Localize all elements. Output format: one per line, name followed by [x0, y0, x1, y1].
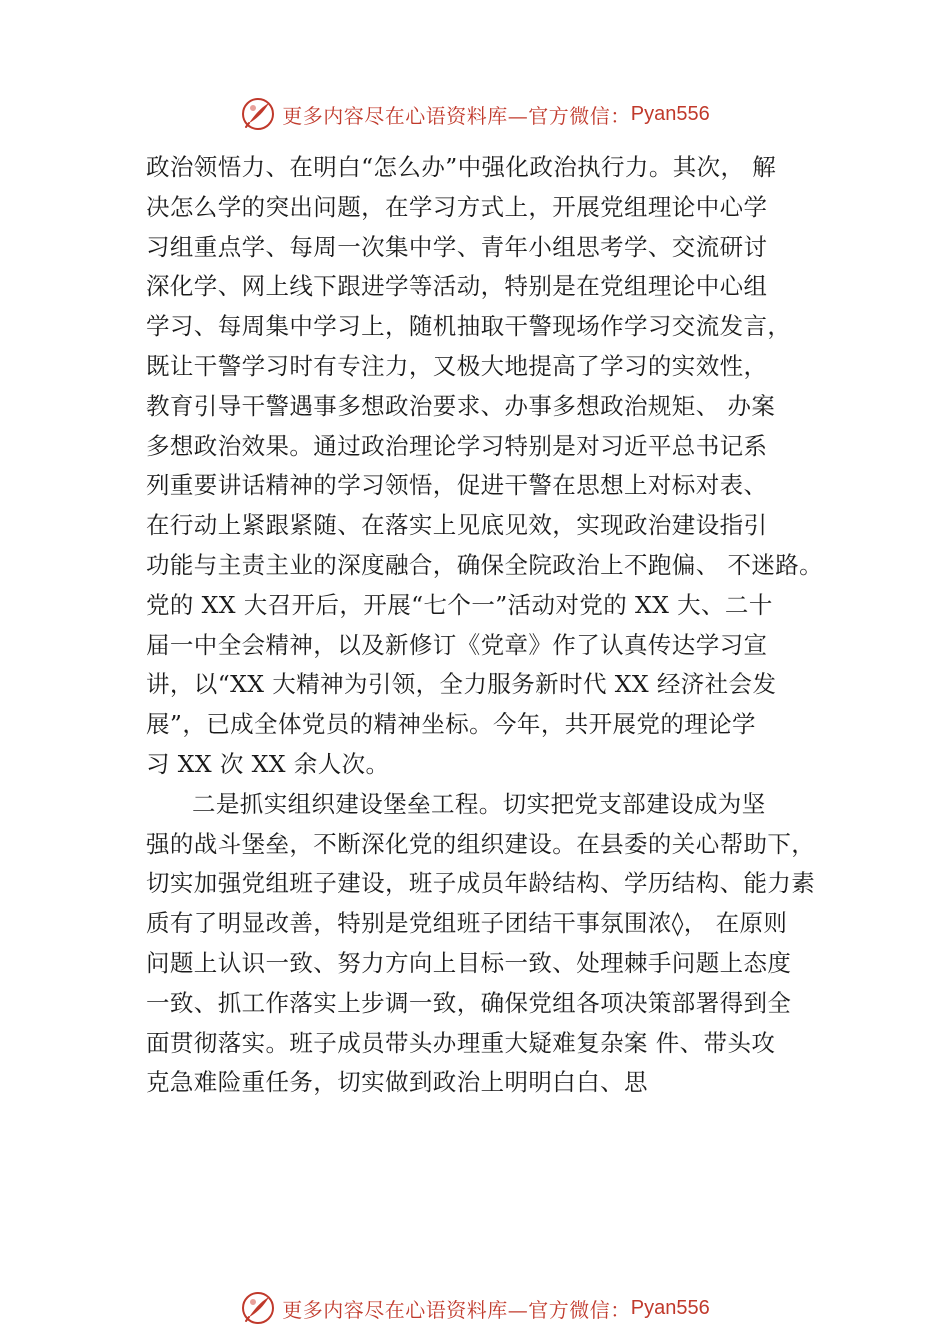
body-line: 深化学、网上线下跟进学等活动，特别是在党组理论中心组 — [146, 272, 768, 301]
body-line: 质有了明显改善，特别是党组班子团结干事氛围浓◊， 在原则 — [146, 909, 788, 938]
quill-logo-icon — [240, 1290, 276, 1326]
body-line: 习 XX 次 XX 余人次。 — [146, 749, 390, 778]
body-line: 在行动上紧跟紧随、在落实上见底见效，实现政治建设指引 — [146, 511, 768, 540]
body-line: 学习、每周集中学习上，随机抽取干警现场作学习交流发言， — [146, 312, 792, 341]
body-line: 教育引导干警遇事多想政治要求、办事多想政治规矩、 办案 — [146, 391, 776, 420]
body-line: 功能与主责主业的深度融合，确保全院政治上不跑偏、 不迷路。 — [146, 550, 824, 579]
body-line: 政治领悟力、在明白“怎么办”中强化政治执行力。其次， 解 — [146, 153, 777, 181]
body-line: 届一中全会精神，以及新修订《党章》作了认真传达学习宣 — [146, 630, 768, 659]
body-line: 面贯彻落实。班子成员带头办理重大疑难复杂案 件、带头攻 — [146, 1028, 776, 1057]
body-line: 讲，以“XX 大精神为引领，全力服务新时代 XX 经济社会发 — [146, 670, 777, 699]
body-line: 列重要讲话精神的学习领悟，促进干警在思想上对标对表、 — [146, 471, 768, 500]
body-line: 强的战斗堡垒，不断深化党的组织建设。在县委的关心帮助下， — [146, 829, 816, 858]
body-line: 展”，已成全体党员的精神坐标。今年，共开展党的理论学 — [146, 710, 756, 739]
paragraph-start-line: 二是抓实组织建设堡垒工程。切实把党支部建设成为坚 — [192, 789, 766, 818]
body-line: 一致、抓工作落实上步调一致，确保党组各项决策部署得到全 — [146, 988, 792, 1017]
body-line: 克急难险重任务，切实做到政治上明明白白、思 — [146, 1068, 648, 1097]
body-line: 多想政治效果。通过政治理论学习特别是对习近平总书记系 — [146, 431, 768, 460]
body-line: 问题上认识一致、努力方向上目标一致、处理棘手问题上态度 — [146, 948, 792, 977]
banner-text: 更多内容尽在心语资料库—官方微信： — [282, 1297, 631, 1322]
quill-logo-icon — [240, 96, 276, 132]
document-body — [146, 148, 846, 1103]
body-line: 决怎么学的突出问题，在学习方式上，开展党组理论中心学 — [146, 192, 768, 221]
banner-wechat-id: Pyan556 — [630, 102, 710, 125]
body-line: 党的 XX 大召开后，开展“七个一”活动对党的 XX 大、二十 — [146, 590, 773, 619]
body-line: 切实加强党组班子建设，班子成员年龄结构、学历结构、能力素 — [146, 869, 816, 898]
banner-wechat-id: Pyan556 — [630, 1296, 710, 1319]
body-line: 习组重点学、每周一次集中学、青年小组思考学、交流研讨 — [146, 232, 768, 261]
banner-text: 更多内容尽在心语资料库—官方微信： — [282, 103, 631, 128]
header-banner — [0, 94, 950, 134]
body-line: 既让干警学习时有专注力，又极大地提高了学习的实效性， — [146, 351, 768, 380]
footer-banner — [0, 1288, 950, 1328]
